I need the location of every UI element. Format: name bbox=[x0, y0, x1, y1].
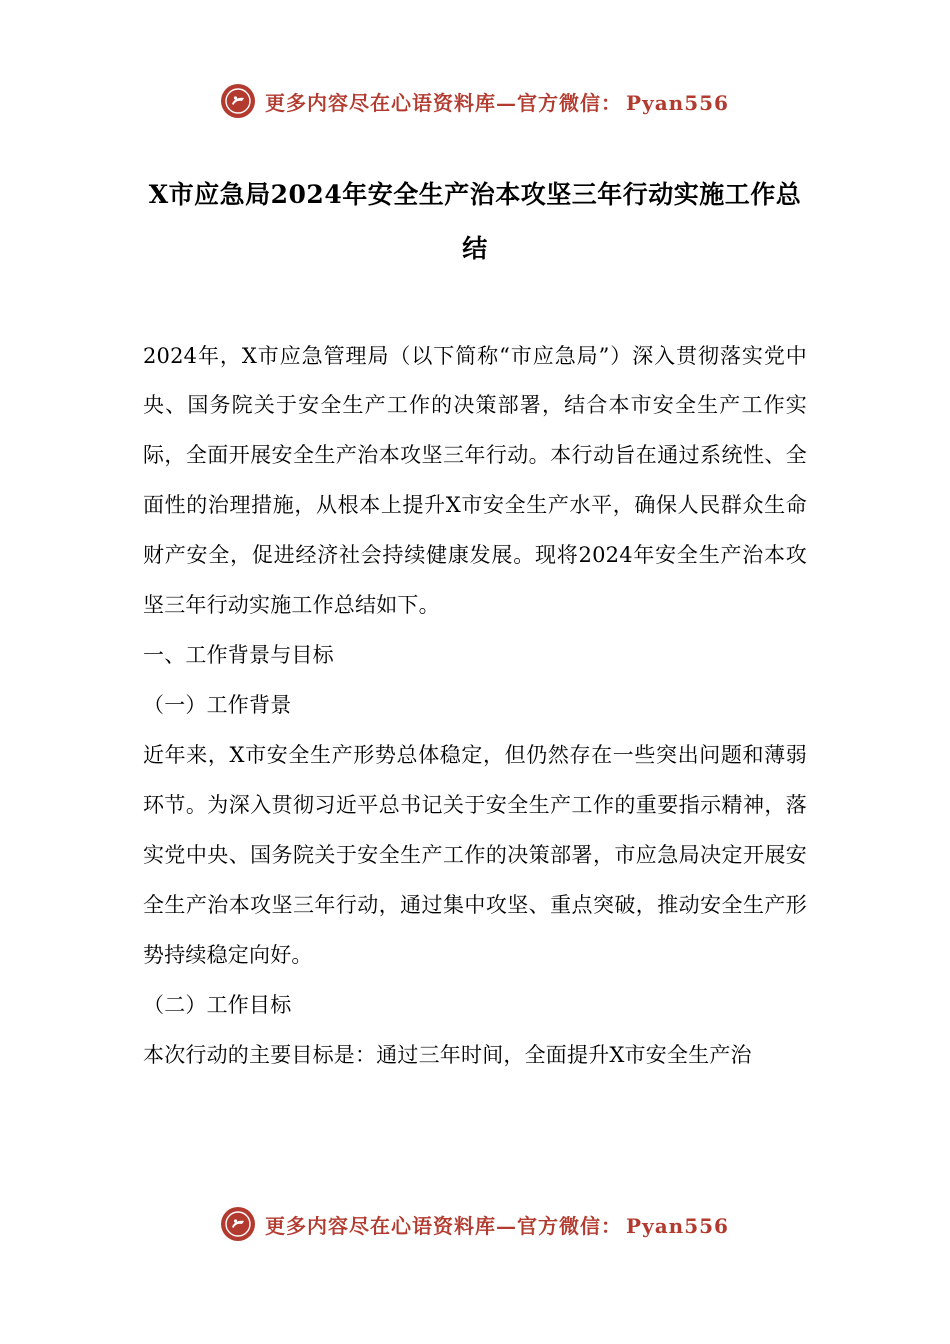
paragraph-intro: 2024年，X市应急管理局（以下简称“市应急局”）深入贯彻落实党中央、国务院关于安全生产工作的决策部署，结合本市安全生产工作实际，全面开展安全生产治本攻坚三年行动。本行动旨在通过系统性、全面性的治理措施，从根本上提升X市安全生产水平，确保人民群众生命财产安全，促进经济社会持续健康发展。现将2024年安全生产治本攻坚三年行动实施工作总结如下。 bbox=[143, 343, 807, 618]
watermark-wechat-id: Pyan556 bbox=[626, 1213, 729, 1238]
watermark-wechat-id: Pyan556 bbox=[626, 90, 729, 115]
paragraph-objectives: 本次行动的主要目标是：通过三年时间，全面提升X市安全生产治 bbox=[143, 1043, 752, 1068]
watermark-label: 更多内容尽在心语资料库—官方微信： bbox=[265, 90, 623, 115]
watermark-text bbox=[265, 1210, 729, 1239]
stamp-circle-icon bbox=[221, 84, 255, 118]
watermark-text bbox=[265, 87, 729, 116]
document-body bbox=[143, 332, 807, 1082]
subsection-heading-1-2: （二）工作目标 bbox=[143, 993, 292, 1018]
stamp-circle-icon bbox=[221, 1207, 255, 1241]
watermark-top bbox=[0, 84, 950, 118]
subsection-heading-1-1: （一）工作背景 bbox=[143, 693, 292, 718]
section-heading-1: 一、工作背景与目标 bbox=[143, 643, 334, 668]
page-title: X市应急局2024年安全生产治本攻坚三年行动实施工作总结 bbox=[148, 180, 802, 263]
paragraph-background: 近年来，X市安全生产形势总体稳定，但仍然存在一些突出问题和薄弱环节。为深入贯彻习近平总书记关于安全生产工作的重要指示精神，落实党中央、国务院关于安全生产工作的决策部署，市应急局决定开展安全生产治本攻坚三年行动，通过集中攻坚、重点突破，推动安全生产形势持续稳定向好。 bbox=[143, 743, 807, 968]
watermark-bottom bbox=[0, 1207, 950, 1241]
watermark-label: 更多内容尽在心语资料库—官方微信： bbox=[265, 1213, 623, 1238]
